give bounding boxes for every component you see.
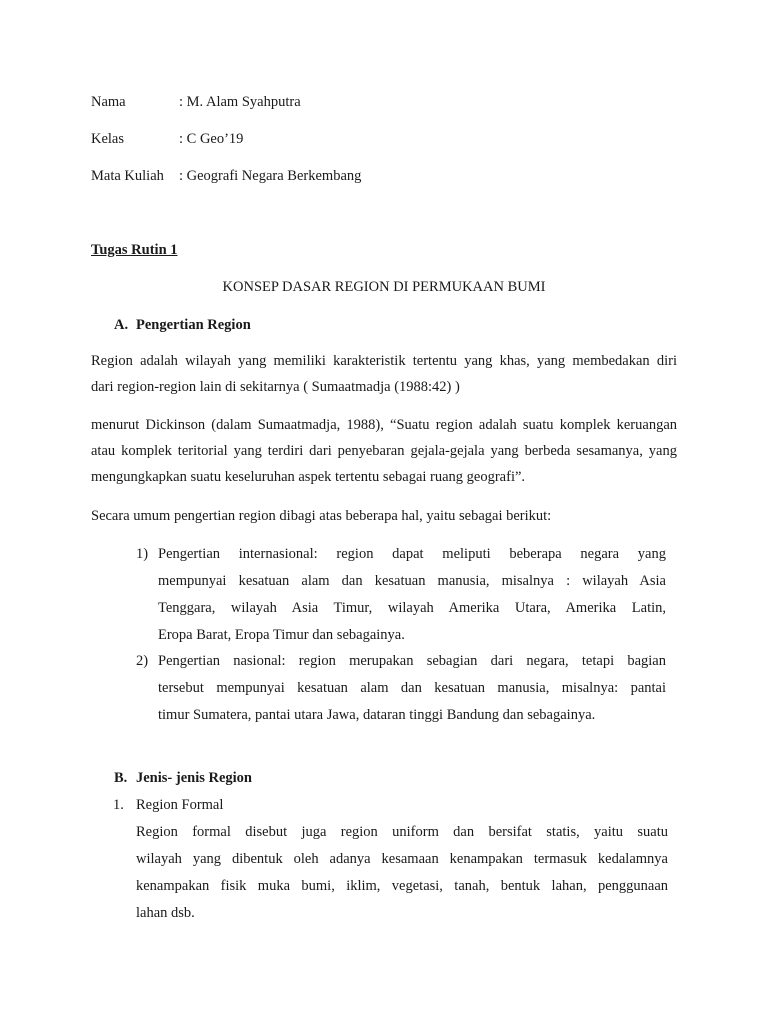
subsection-marker: 1. xyxy=(113,797,124,813)
list-line: Pengertian internasional: region dapat meliputi beberapa negara yang xyxy=(158,546,666,562)
list-line: tersebut mempunyai kesatuan alam dan kesatuan manusia, misalnya: pantai xyxy=(158,680,666,696)
assignment-title: Tugas Rutin 1 xyxy=(91,242,178,258)
paragraph-line: dari region-region lain di sekitarnya ( Sumaatmadja (1988:42) ) xyxy=(91,379,460,395)
section-a-marker: A. xyxy=(114,317,129,333)
list-line: Pengertian nasional: region merupakan sebagian dari negara, tetapi bagian xyxy=(158,653,666,669)
paragraph-line: wilayah yang dibentuk oleh adanya kesamaan kenampakan termasuk kedalamnya xyxy=(136,851,668,867)
section-b-heading: Jenis- jenis Region xyxy=(136,770,252,786)
class-label: Kelas xyxy=(91,131,125,147)
paragraph-line: atau komplek teritorial yang terdiri dari penyebaran gejala-gejala yang berbeda sesamanya, yang xyxy=(91,443,677,459)
name-value: : M. Alam Syahputra xyxy=(179,94,301,110)
section-b-marker: B. xyxy=(114,770,128,786)
list-line: mempunyai kesatuan alam dan kesatuan manusia, misalnya : wilayah Asia xyxy=(158,573,666,589)
paragraph-line: mengungkapkan suatu keseluruhan aspek tertentu sebagai ruang geografi”. xyxy=(91,469,526,485)
course-value: : Geografi Negara Berkembang xyxy=(179,168,362,184)
paragraph-line: Region adalah wilayah yang memiliki karakteristik tertentu yang khas, yang membedakan diri xyxy=(91,353,677,369)
paragraph-line: Region formal disebut juga region uniform dan bersifat statis, yaitu suatu xyxy=(136,824,668,840)
paragraph-line: kenampakan fisik muka bumi, iklim, vegetasi, tanah, bentuk lahan, penggunaan xyxy=(136,878,668,894)
list-line: timur Sumatera, pantai utara Jawa, dataran tinggi Bandung dan sebagainya. xyxy=(158,707,596,723)
course-label: Mata Kuliah xyxy=(91,168,164,184)
class-value: : C Geo’19 xyxy=(179,131,244,147)
list-line: Eropa Barat, Eropa Timur dan sebagainya. xyxy=(158,627,405,643)
name-label: Nama xyxy=(91,94,126,110)
document-title: KONSEP DASAR REGION DI PERMUKAAN BUMI xyxy=(222,279,546,295)
subsection-label: Region Formal xyxy=(136,797,224,813)
section-a-heading: Pengertian Region xyxy=(136,317,251,333)
paragraph-line: Secara umum pengertian region dibagi atas beberapa hal, yaitu sebagai berikut: xyxy=(91,508,552,524)
list-marker: 1) xyxy=(136,546,149,562)
list-line: Tenggara, wilayah Asia Timur, wilayah Amerika Utara, Amerika Latin, xyxy=(158,600,666,616)
paragraph-line: menurut Dickinson (dalam Sumaatmadja, 1988), “Suatu region adalah suatu komplek keruangan xyxy=(91,417,677,433)
paragraph-line: lahan dsb. xyxy=(136,905,195,921)
list-marker: 2) xyxy=(136,653,149,669)
